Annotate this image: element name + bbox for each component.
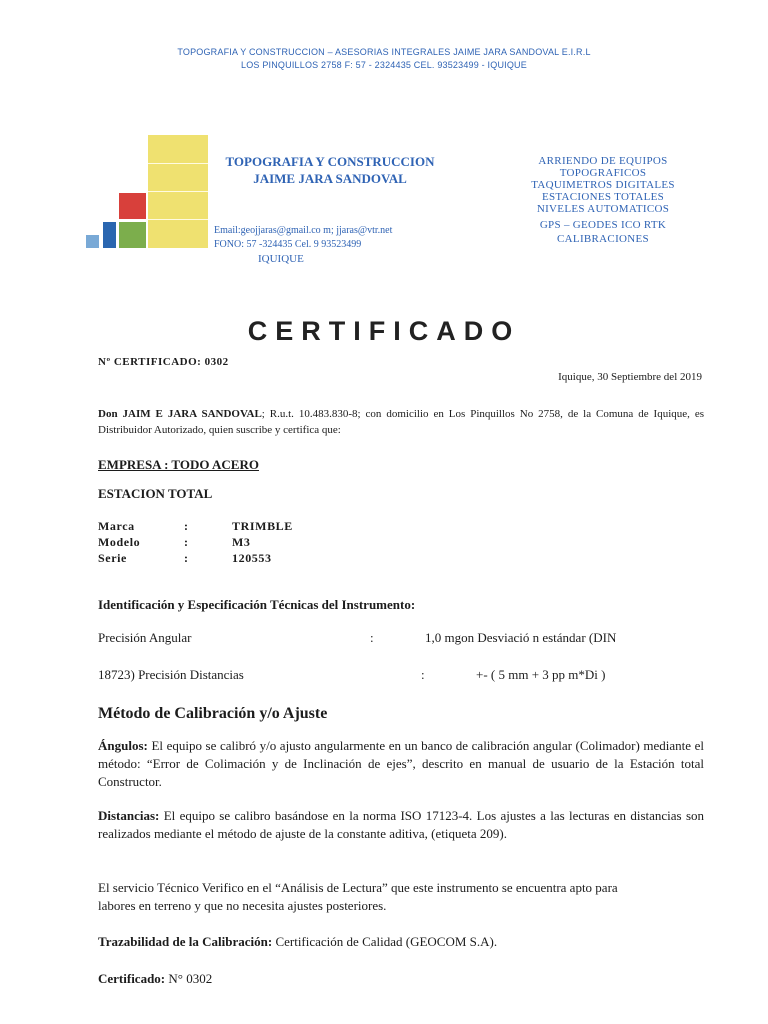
services-list: ARRIENDO DE EQUIPOS TOPOGRAFICOS TAQUIMETROS DIGITALES ESTACIONES TOTALES NIVELES AUTOMATICOS GPS – GEODES ICO RTK CALIBRACIONES [531,155,675,245]
certificado-line: Certificado: N° 0302 [98,971,213,986]
precision-angular-label: Precisión Angular [98,630,192,645]
logo-red-block [119,193,146,219]
precision-distance-label: 18723) Precisión Distancias [98,667,244,682]
email-text: Email:geojjaras@gmail.co m; jjaras@vtr.net [214,225,393,236]
phone-text: FONO: 57 -324435 Cel. 9 93523499 [214,239,362,250]
logo-green-block [119,222,146,248]
precision-angular-value: 1,0 mgon Desviació n estándar (DIN [425,630,617,645]
distancias-paragraph: Distancias: El equipo se calibro basándose en la norma ISO 17123-4. Los ajustes a las lecturas en distancias son realizados mediante el método de ajuste de la constante aditiva, (etiqueta 209). [98,808,704,841]
instrument-specs [98,519,398,567]
angulos-paragraph: Ángulos: El equipo se calibró y/o ajusto angularmente en un banco de calibración angular (Colimador) mediante el método: “Error de Colimación y de Inclinación de ejes”, descrito en manual de usuario de la Estación total Constructor. [98,738,704,789]
company-contact [214,224,474,266]
header-address-line: LOS PINQUILLOS 2758 F: 57 - 2324435 CEL. 93523499 - IQUIQUE [241,60,527,70]
company-name: TOPOGRAFIA Y CONSTRUCCION JAIME JARA SANDOVAL [225,154,435,186]
certificate-number: Nº CERTIFICADO: 0302 [98,356,229,368]
spec-row: Marca : TRIMBLE [98,519,293,533]
identification-heading: Identificación y Especificación Técnicas del Instrumento: [98,597,416,612]
servicio-paragraph: El servicio Técnico Verifico en el “Análisis de Lectura” que este instrumento se encuentra apto para labores en terreno y que no necesita ajustes posteriores. [98,880,618,913]
precision-distance-value: +- ( 5 mm + 3 pp m*Di ) [476,667,606,682]
company-logo [86,135,210,250]
city-text: IQUIQUE [258,253,304,265]
logo-lightblue-block [86,235,99,248]
instrument-type: ESTACION TOTAL [98,486,213,501]
certificate-date: Iquique, 30 Septiembre del 2019 [558,371,702,383]
empresa-heading: EMPRESA : TODO ACERO [98,457,259,472]
logo-blue-block [103,222,116,248]
header-company-line: TOPOGRAFIA Y CONSTRUCCION – ASESORIAS INTEGRALES JAIME JARA SANDOVAL E.I.R.L [177,47,591,57]
page-title: CERTIFICADO [247,316,521,346]
precision-distance-sep: : [421,667,425,682]
spec-row: Modelo : M3 [98,535,251,549]
intro-paragraph: Don JAIM E JARA SANDOVAL; R.u.t. 10.483.830-8; con domicilio en Los Pinquillos No 2758, de la Comuna de Iquique, es Distribuidor Autorizado, quien suscribe y certifica que: [98,408,705,436]
precision-angular-sep: : [370,630,374,645]
method-heading: Método de Calibración y/o Ajuste [98,705,328,722]
spec-row: Serie : 120553 [98,551,272,565]
trazabilidad-line: Trazabilidad de la Calibración: Certificación de Calidad (GEOCOM S.A). [98,934,498,949]
